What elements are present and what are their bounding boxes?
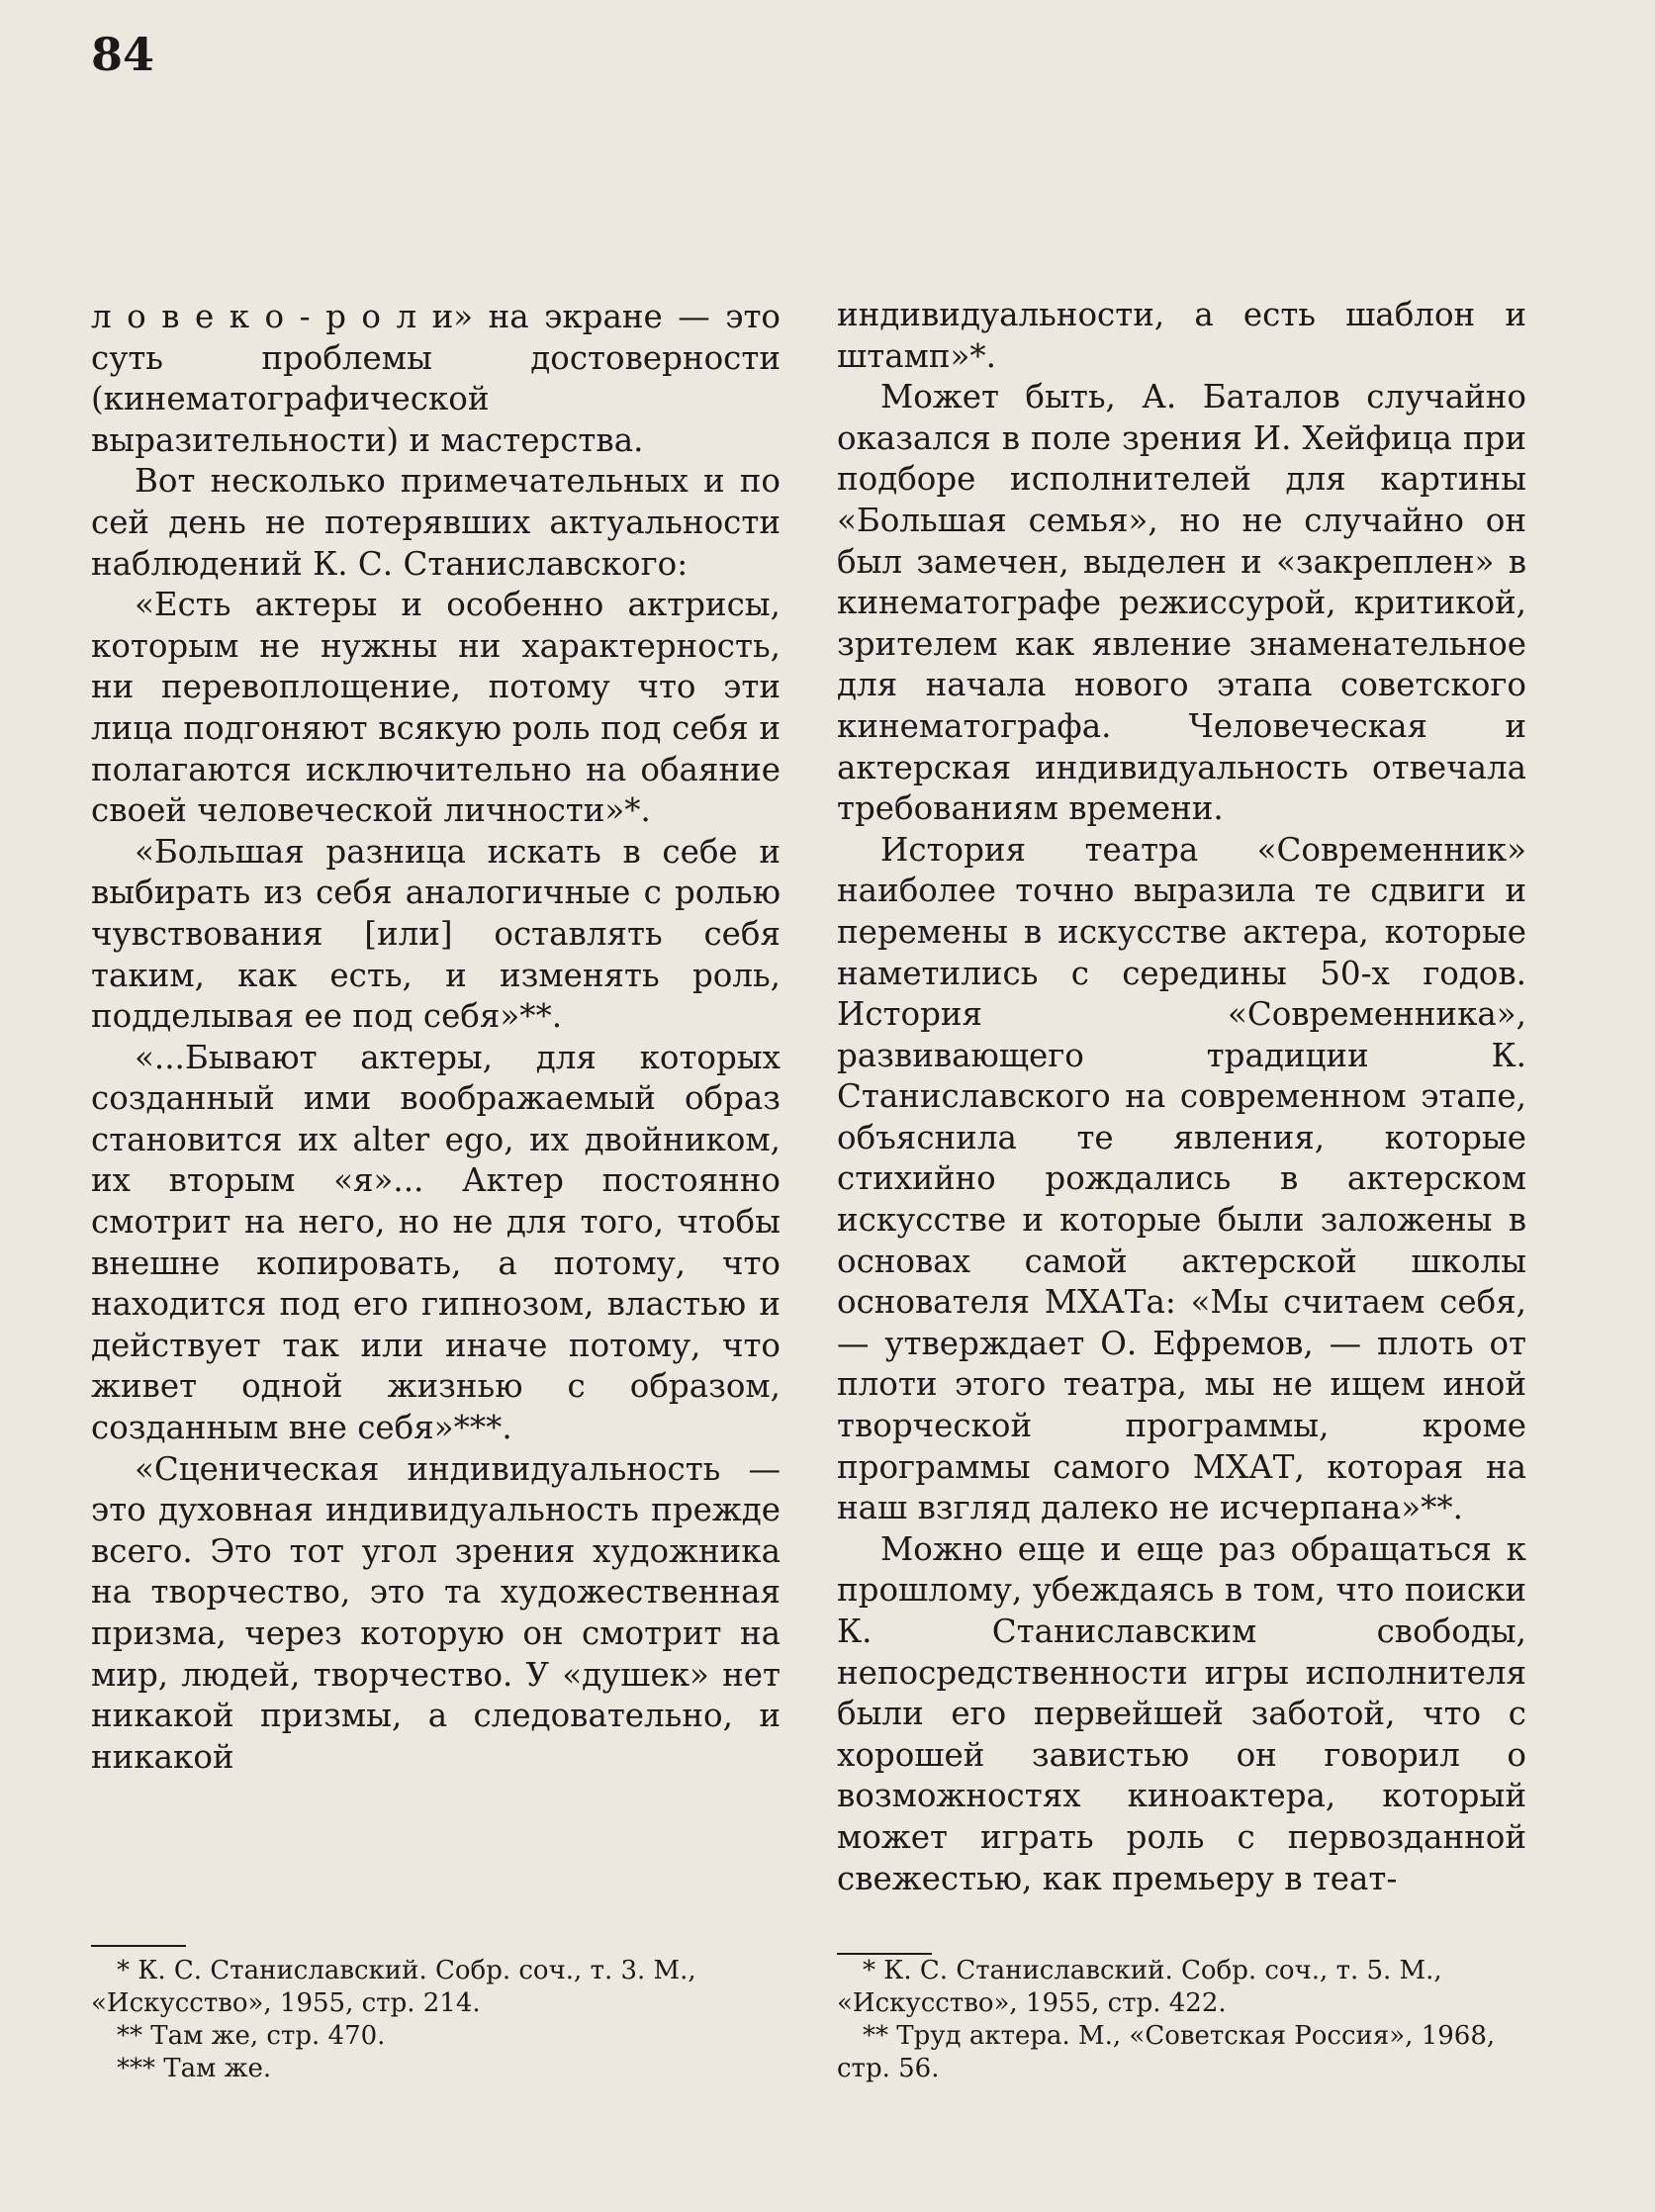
paragraph: Вот несколько примечательных и по сей день не потерявших актуальности наблюдений К. С. Станиславского: [91,462,781,583]
quote-paragraph: «...Бывают актеры, для которых созданный ими воображаемый образ становится их alter ego, их двойником, их вторым «я»... Актер постоянно смотрит на него, но не для того, чтобы внешне копировать, а потому, что находится под его гипнозом, властью и действует так или иначе потому, что живет одной жизнью с образом, созданным вне себя»***. [91,1038,781,1447]
right-column [837,295,1526,1899]
left-column [91,297,781,1778]
footnote: *** Там же. [117,2054,272,2083]
footnote: ** Труд актера. М., «Советская Россия», 1968, стр. 56. [837,2021,1496,2083]
footnote: * К. С. Станиславский. Собр. соч., т. 3. М., «Искусство», 1955, стр. 214. [91,1956,696,2018]
paragraph: Может быть, А. Баталов случайно оказался в поле зрения И. Хейфица при подборе исполнителей для картины «Большая семья», но не случайно он был замечен, выделен и «закреплен» в кинематографе режиссурой, критикой, зрителем как явление знаменательное для начала нового этапа советского кинематографа. Человеческая и актерская индивидуальность отвечала требованиям времени. [837,378,1526,828]
paragraph: л о в е к о - р о л и» на экране — это суть проблемы достоверности (кинематографической выразительности) и мастерства. [91,298,781,459]
footnotes-left [91,1955,781,2085]
footnote-divider [91,1945,186,1947]
footnote: ** Там же, стр. 470. [117,2021,386,2051]
paragraph: индивидуальности, а есть шаблон и штамп»*. [837,296,1526,375]
footnotes-right [837,1955,1526,2085]
paragraph: История театра «Современник» наиболее точно выразила те сдвиги и перемены в искусстве актера, которые наметились с середины 50-х годов. История «Современника», развивающего традиции К. Станиславского на современном этапе, объяснила те явления, которые стихийно рождались в актерском искусстве и которые были заложены в основах самой актерской школы основателя МХАТа: «Мы считаем себя, — утверждает О. Ефремов, — плоть от плоти этого театра, мы не ищем иной творческой программы, кроме программы самого МХАТ, которая на наш взгляд далеко не исчерпана»**. [837,830,1526,1527]
footnote: * К. С. Станиславский. Собр. соч., т. 5. М., «Искусство», 1955, стр. 422. [837,1956,1442,2018]
quote-paragraph: «Большая разница искать в себе и выбирать из себя аналогичные с ролью чувствования [или] оставлять себя таким, как есть, и изменять роль, подделывая ее под себя»**. [91,832,781,1036]
quote-paragraph: «Сценическая индивидуальность — это духовная индивидуальность прежде всего. Это тот угол зрения художника на творчество, это та художественная призма, через которую он смотрит на мир, людей, творчество. У «душек» нет никакой призмы, а следовательно, и никакой [91,1449,781,1776]
paragraph: Можно еще и еще раз обращаться к прошлому, убеждаясь в том, что поиски К. Станиславским свободы, непосредственности игры исполнителя были его первейшей заботой, что с хорошей завистью он говорил о возможностях киноактера, который может играть роль с первозданной свежестью, как премьеру в теат- [837,1529,1526,1897]
page-number: 84 [91,28,155,81]
quote-paragraph: «Есть актеры и особенно актрисы, которым не нужны ни характерность, ни перевоплощение, потому что эти лица подгоняют всякую роль под себя и полагаются исключительно на обаяние своей человеческой личности»*. [91,586,781,830]
